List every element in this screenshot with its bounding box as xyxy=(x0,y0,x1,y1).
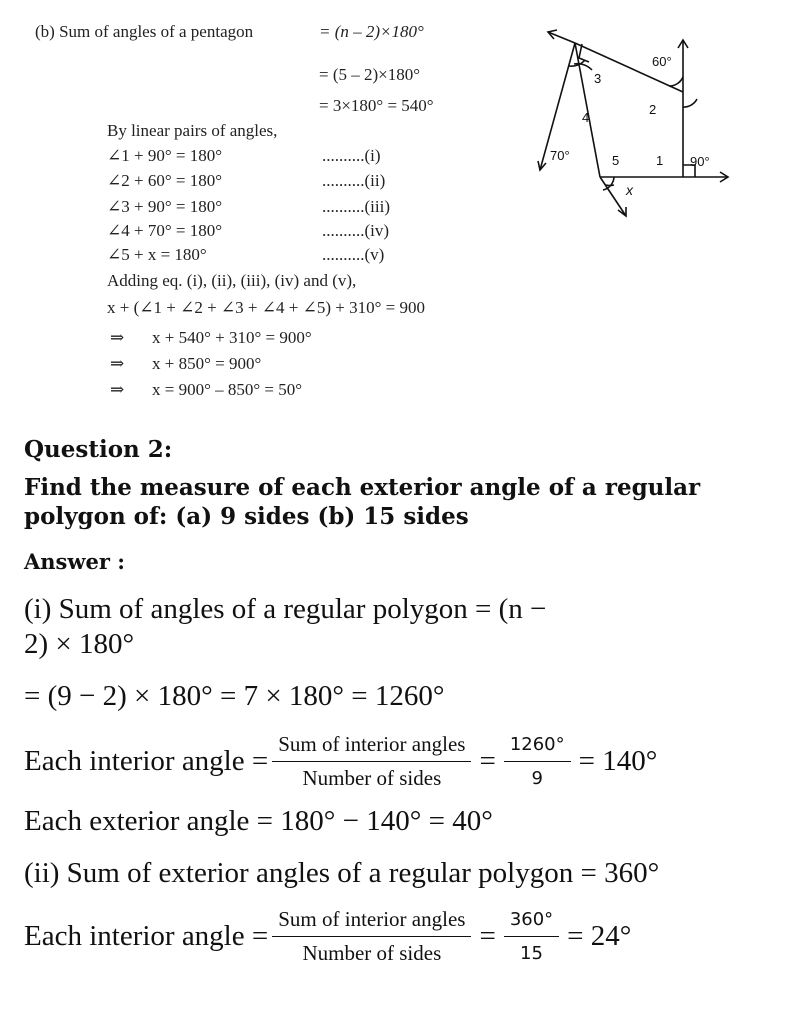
interior-angle-row-2 xyxy=(24,905,631,967)
arrow-down xyxy=(618,207,626,216)
step-line: x = 900° – 850° = 50° xyxy=(152,380,303,399)
interior-angle-row-1 xyxy=(24,730,657,792)
pair-tag: ..........(v) xyxy=(322,245,385,264)
interior-angle-lhs: Each interior angle = xyxy=(24,744,269,777)
pentagon-formula: = (n – 2)×180° xyxy=(319,22,424,41)
label-60: 60° xyxy=(652,54,672,69)
pentagon-heading: (b) Sum of angles of a pentagon xyxy=(35,22,254,41)
label-3: 3 xyxy=(594,71,602,86)
answer-line-2: 2) × 180° xyxy=(24,628,135,660)
label-1: 1 xyxy=(656,153,664,168)
value-numerator: 1260° xyxy=(504,734,571,762)
value-fraction xyxy=(504,909,559,964)
question-line-1: Find the measure of each exterior angle of a regular xyxy=(24,474,701,501)
formula-fraction xyxy=(272,907,471,966)
value-numerator: 360° xyxy=(504,909,559,937)
question-heading: Question 2: xyxy=(24,436,173,463)
implies-arrow: ⇒ xyxy=(110,354,125,373)
adding-line: Adding eq. (i), (ii), (iii), (iv) and (v), xyxy=(107,271,357,290)
arc-x xyxy=(606,185,614,186)
pair-equation: ∠5 + x = 180° xyxy=(107,245,207,264)
pair-equation: ∠4 + 70° = 180° xyxy=(107,221,223,240)
interior-angle-result: = 24° xyxy=(567,919,632,952)
answer-line-ii: (ii) Sum of exterior angles of a regular polygon = 360° xyxy=(24,857,660,889)
value-fraction xyxy=(504,734,571,789)
step-line: x + 540° + 310° = 900° xyxy=(152,328,312,347)
pair-tag: ..........(iv) xyxy=(322,221,390,240)
answer-label: Answer : xyxy=(24,549,125,574)
arc-4 xyxy=(574,64,592,70)
pair-tag: ..........(ii) xyxy=(322,171,386,190)
arc-60 xyxy=(669,77,683,86)
label-70: 70° xyxy=(550,148,570,163)
fraction-numerator: Sum of interior angles xyxy=(272,732,471,762)
interior-angle-lhs: Each interior angle = xyxy=(24,919,269,952)
label-90: 90° xyxy=(690,154,710,169)
label-x: x xyxy=(626,182,633,198)
fraction-denominator: Number of sides xyxy=(302,940,442,965)
pentagon-substitution: = (5 – 2)×180° xyxy=(319,65,421,84)
pentagon-figure xyxy=(530,20,750,230)
value-denominator: 15 xyxy=(520,942,543,964)
equals-sign: = xyxy=(479,744,496,777)
fraction-numerator: Sum of interior angles xyxy=(272,907,471,937)
question-line-2: polygon of: (a) 9 sides (b) 15 sides xyxy=(24,503,469,530)
step-line: x + 850° = 900° xyxy=(152,354,262,373)
arc-2 xyxy=(683,99,697,107)
label-4: 4 xyxy=(582,110,590,125)
answer-line-3: = (9 − 2) × 180° = 7 × 180° = 1260° xyxy=(24,680,445,712)
pair-equation: ∠3 + 90° = 180° xyxy=(107,197,223,216)
exterior-angle-line: Each exterior angle = 180° − 140° = 40° xyxy=(24,805,493,837)
fraction-denominator: Number of sides xyxy=(302,765,442,790)
label-2: 2 xyxy=(649,102,657,117)
answer-line-1: (i) Sum of angles of a regular polygon = (n − xyxy=(24,593,547,625)
interior-angle-result: = 140° xyxy=(578,744,658,777)
sum-line: x + (∠1 + ∠2 + ∠3 + ∠4 + ∠5) + 310° = 900 xyxy=(107,298,425,317)
linear-pairs-intro: By linear pairs of angles, xyxy=(107,121,278,140)
pair-equation: ∠2 + 60° = 180° xyxy=(107,171,223,190)
label-5: 5 xyxy=(612,153,620,168)
formula-fraction xyxy=(272,732,471,791)
pair-tag: ..........(i) xyxy=(322,146,381,165)
implies-arrow: ⇒ xyxy=(110,380,125,399)
equals-sign: = xyxy=(479,919,496,952)
pair-equation: ∠1 + 90° = 180° xyxy=(107,146,223,165)
pentagon-result: = 3×180° = 540° xyxy=(319,96,434,115)
value-denominator: 9 xyxy=(531,767,543,789)
pair-tag: ..........(iii) xyxy=(322,197,390,216)
implies-arrow: ⇒ xyxy=(110,328,125,347)
